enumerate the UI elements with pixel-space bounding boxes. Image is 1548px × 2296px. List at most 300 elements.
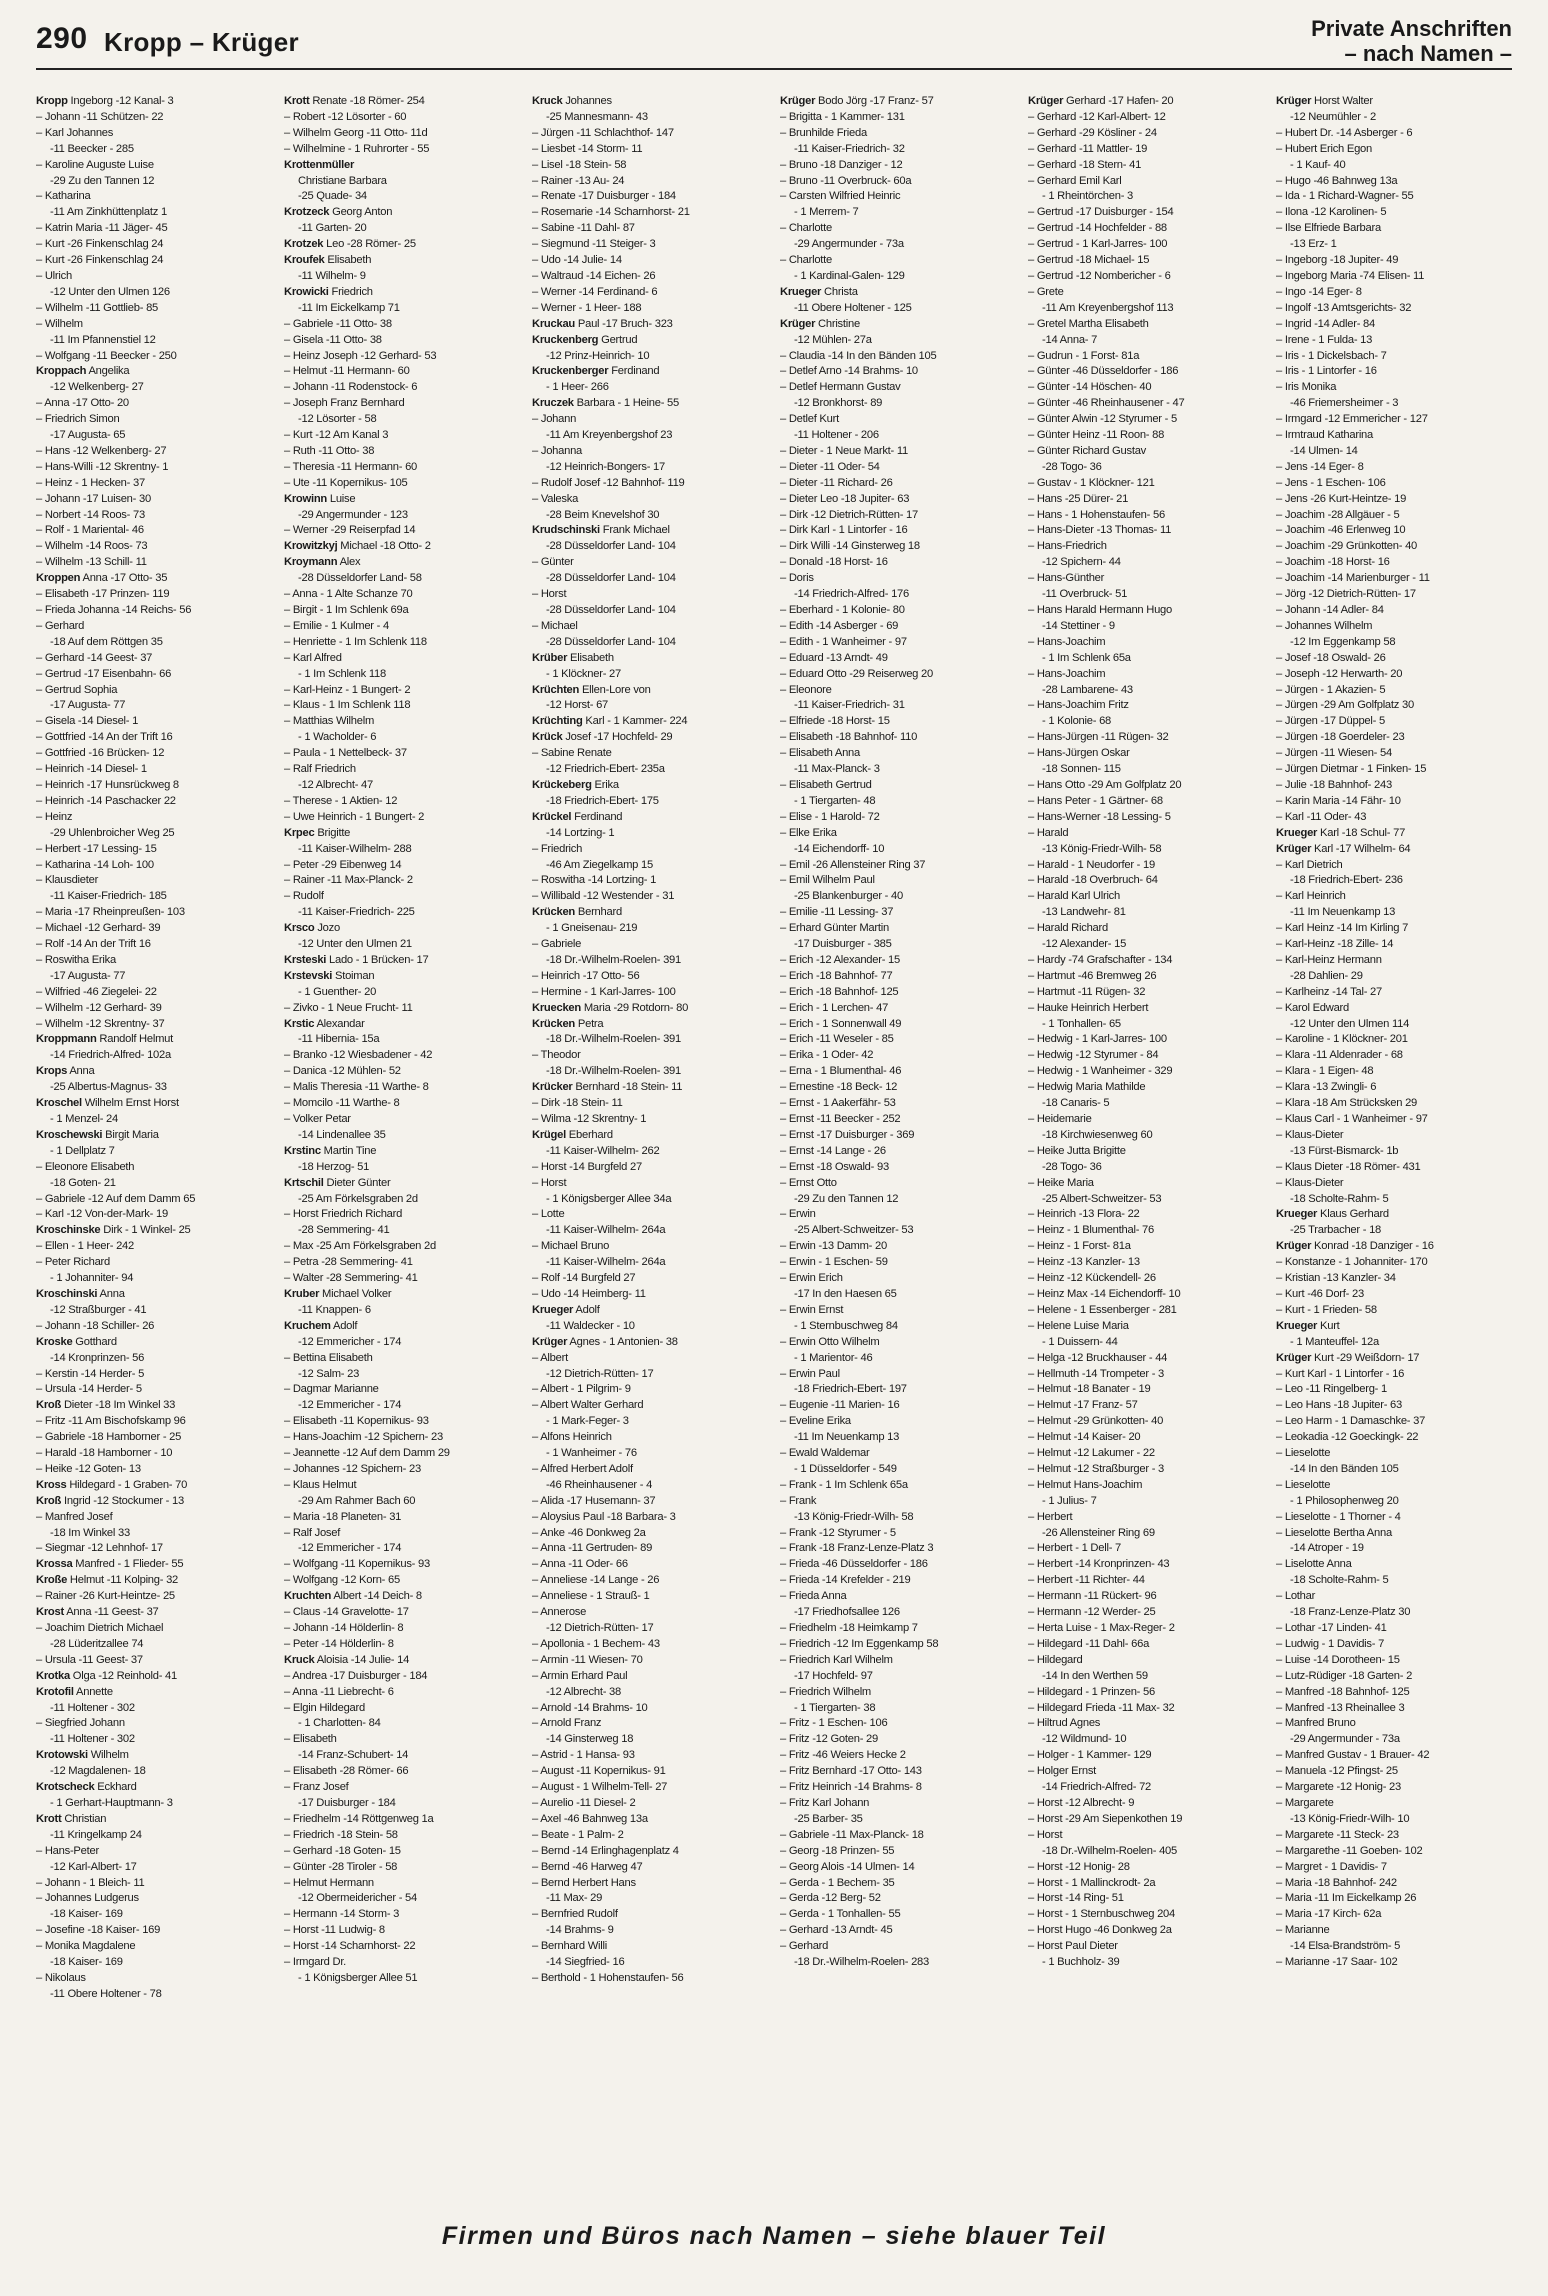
directory-entry [1276, 1271, 1512, 1287]
directory-entry [36, 1032, 272, 1048]
directory-entry [36, 1605, 272, 1621]
directory-entry [36, 969, 272, 985]
directory-entry [532, 698, 768, 714]
entry-details: Olga -12 Reinhold- 41 [69, 1669, 178, 1682]
directory-entry [36, 349, 272, 365]
surname: Krotowski [36, 1749, 88, 1762]
entry-details: -11 Garten- 20 [298, 222, 367, 235]
entry-details: Georg Alois -14 Ulmen- 14 [788, 1860, 915, 1873]
entry-details: Karl Alfred [292, 651, 342, 664]
entry-details: Rainer -11 Max-Planck- 2 [292, 874, 413, 887]
directory-entry [1276, 1685, 1512, 1701]
entry-details: Wilhelm -12 Gerhard- 39 [44, 1001, 162, 1014]
directory-entry [532, 349, 768, 365]
directory-entry [1028, 873, 1264, 889]
directory-entry [284, 937, 520, 953]
directory-entry [284, 1080, 520, 1096]
entry-details: Gabriele [540, 938, 582, 951]
directory-entry [284, 380, 520, 396]
directory-entry [284, 1478, 520, 1494]
entry-details: -12 Magdalenen- 18 [50, 1765, 146, 1778]
entry-details: Friedhelm -14 Röttgenweg 1a [292, 1812, 434, 1825]
entry-details: -11 Kaiser-Wilhelm- 264a [546, 1224, 666, 1237]
entry-details: -18 Scholte-Rahm- 5 [1290, 1192, 1389, 1205]
directory-entry [284, 1891, 520, 1907]
directory-entry [36, 1446, 272, 1462]
directory-entry [1276, 1351, 1512, 1367]
entry-details: Michael -18 Otto- 2 [337, 540, 431, 553]
directory-entry [532, 1064, 768, 1080]
directory-entry [780, 1701, 1016, 1717]
entry-details: -11 Kaiser-Friedrich- 32 [794, 142, 905, 155]
directory-entry [284, 1907, 520, 1923]
directory-entry [1028, 189, 1264, 205]
entry-details: Petra [575, 1017, 604, 1030]
entry-details: -11 Obere Holtener - 78 [50, 1987, 162, 2000]
directory-entry [780, 778, 1016, 794]
directory-entry [36, 396, 272, 412]
directory-entry [36, 921, 272, 937]
directory-entry [36, 683, 272, 699]
directory-entry [284, 1605, 520, 1621]
directory-entry [1028, 508, 1264, 524]
directory-entry [36, 1319, 272, 1335]
directory-entry [1028, 221, 1264, 237]
entry-details: Günter -14 Höschen- 40 [1036, 381, 1152, 394]
directory-entry [284, 1382, 520, 1398]
entry-details: -46 Friemersheimer - 3 [1290, 397, 1399, 410]
directory-entry [1028, 842, 1264, 858]
directory-entry [780, 873, 1016, 889]
entry-details: Harald -18 Hamborner - 10 [44, 1447, 173, 1460]
directory-entry [532, 603, 768, 619]
directory-entry [780, 1526, 1016, 1542]
directory-entry [1276, 1048, 1512, 1064]
directory-entry [532, 1891, 768, 1907]
directory-entry [532, 237, 768, 253]
entry-details: Gerhard -12 Karl-Albert- 12 [1036, 110, 1166, 123]
entry-details: Gerhard -14 Geest- 37 [44, 651, 153, 664]
entry-details: Ellen-Lore von [579, 683, 651, 696]
entry-details: Gerhard [788, 1940, 829, 1953]
directory-entry [532, 1876, 768, 1892]
entry-details: -11 Kaiser-Wilhelm- 288 [298, 842, 412, 855]
directory-entry [1028, 1319, 1264, 1335]
directory-entry [780, 810, 1016, 826]
surname: Kruecken [532, 1001, 581, 1014]
surname: Kroschinske [36, 1224, 101, 1237]
directory-entry [532, 1780, 768, 1796]
directory-entry [1028, 301, 1264, 317]
entry-details: Harald -18 Overbruch- 64 [1036, 874, 1158, 887]
directory-entry [780, 1876, 1016, 1892]
directory-entry [780, 1144, 1016, 1160]
entry-details: Georg -18 Prinzen- 55 [788, 1844, 895, 1857]
entry-details: -11 Kaiser-Friedrich- 225 [298, 906, 415, 919]
entry-details: Anna [67, 1065, 95, 1078]
directory-entry [1276, 571, 1512, 587]
surname: Krott [284, 95, 310, 107]
surname: Krost [36, 1606, 64, 1619]
entry-details: Ingrid -14 Adler- 84 [1284, 317, 1375, 330]
entry-details: Theodor [540, 1049, 581, 1062]
entry-details: Heinz Joseph -12 Gerhard- 53 [292, 349, 437, 362]
directory-entry [780, 571, 1016, 587]
entry-details: Aloysius Paul -18 Barbara- 3 [540, 1510, 676, 1523]
entry-details: Michael Volker [319, 1287, 392, 1300]
directory-entry [1276, 1080, 1512, 1096]
entry-details: Birgit - 1 Im Schlenk 69a [292, 604, 409, 616]
directory-entry [780, 1096, 1016, 1112]
surname: Krüger [1276, 842, 1312, 855]
entry-details: Erika - 1 Oder- 42 [788, 1049, 874, 1062]
entry-details: -11 Am Kreyenbergshof 113 [1042, 301, 1174, 314]
directory-entry [36, 1621, 272, 1637]
entry-details: Erwin Erich [788, 1272, 843, 1285]
entry-details: -18 Im Winkel 33 [50, 1526, 130, 1539]
entry-details: Annerose [540, 1606, 587, 1619]
entry-details: -13 Landwehr- 81 [1042, 906, 1126, 919]
entry-details: Monika Magdalene [44, 1940, 136, 1953]
directory-entry [1028, 174, 1264, 190]
entry-details: -14 In den Werthen 59 [1042, 1669, 1148, 1682]
directory-entry [1276, 1064, 1512, 1080]
entry-details: -11 Am Kreyenbergshof 23 [546, 429, 673, 442]
directory-entry [532, 1796, 768, 1812]
entry-details: Bruno -18 Danziger - 12 [788, 158, 903, 171]
directory-entry [780, 189, 1016, 205]
directory-entry [1028, 1685, 1264, 1701]
directory-entry [36, 1096, 272, 1112]
surname: Krotka [36, 1669, 70, 1682]
entry-details: Klara - 1 Eigen- 48 [1284, 1065, 1374, 1078]
directory-entry [1028, 1653, 1264, 1669]
entry-details: Joachim Dietrich Michael [44, 1622, 164, 1634]
directory-entry [36, 1526, 272, 1542]
entry-details: Heinrich -17 Hunsrückweg 8 [44, 778, 179, 791]
entry-details: Dirk Willi -14 Ginsterweg 18 [788, 540, 920, 553]
entry-details: Anneliese -14 Lange - 26 [540, 1574, 660, 1587]
entry-details: -13 Erz- 1 [1290, 238, 1337, 251]
directory-entry [1028, 555, 1264, 571]
entry-details: Jeannette -12 Auf dem Damm 29 [292, 1447, 450, 1460]
directory-entry [284, 539, 520, 555]
surname: Krpec [284, 826, 315, 839]
directory-entry [36, 1987, 272, 2003]
entry-details: - 1 Königsberger Allee 34a [546, 1192, 672, 1205]
entry-details: Hans -12 Welkenberg- 27 [44, 444, 167, 457]
directory-entry [532, 205, 768, 221]
directory-entry [780, 158, 1016, 174]
directory-entry [284, 1621, 520, 1637]
entry-details: Liselotte Anna [1284, 1558, 1352, 1571]
entry-details: Jens -14 Eger- 8 [1284, 460, 1364, 473]
entry-details: - 1 Tiergarten- 48 [794, 794, 876, 807]
entry-details: Heike Jutta Brigitte [1036, 1144, 1126, 1157]
entry-details: Friedrich Simon [44, 413, 120, 426]
directory-entry [1276, 1494, 1512, 1510]
directory-entry [284, 1064, 520, 1080]
entry-details: -12 Heinrich-Bongers- 17 [546, 460, 665, 473]
entry-details: -25 Quade- 34 [298, 190, 367, 203]
directory-entry [532, 1255, 768, 1271]
entry-details: Hans-Jürgen -11 Rügen- 32 [1036, 731, 1169, 744]
entry-details: Gertrud -12 Nombericher - 6 [1036, 269, 1171, 282]
section-title-line-2: – nach Namen – [1344, 41, 1512, 66]
entry-details: Erich - 1 Sonnenwall 49 [788, 1017, 902, 1030]
entry-details: Luise -14 Dorotheen- 15 [1284, 1653, 1400, 1666]
directory-entry [36, 1748, 272, 1764]
directory-entry [532, 778, 768, 794]
entry-details: Elfriede -18 Horst- 15 [788, 715, 890, 728]
directory-entry [284, 1669, 520, 1685]
directory-entry [1276, 221, 1512, 237]
directory-entry [284, 1701, 520, 1717]
entry-details: Horst -29 Am Siepenkothen 19 [1036, 1812, 1183, 1825]
entry-details: Michael [540, 619, 578, 632]
directory-entry [1276, 269, 1512, 285]
entry-details: Helmut -11 Hermann- 60 [292, 365, 410, 378]
entry-details: Dirk -12 Dietrich-Rütten- 17 [788, 508, 919, 521]
entry-details: - 1 Wacholder- 6 [298, 731, 377, 744]
surname: Krueger [780, 285, 822, 298]
directory-entry [780, 1048, 1016, 1064]
entry-details: -13 König-Friedr-Wilh- 10 [1290, 1812, 1410, 1825]
directory-entry [532, 285, 768, 301]
entry-details: Wolfgang -11 Kopernikus- 93 [292, 1558, 430, 1571]
entry-details: -11 Im Eickelkamp 71 [298, 301, 400, 314]
entry-details: Kurt - 1 Frieden- 58 [1284, 1303, 1377, 1316]
directory-entry [780, 1494, 1016, 1510]
directory-entry [36, 269, 272, 285]
directory-entry [532, 1478, 768, 1494]
entry-details: -29 Zu den Tannen 12 [794, 1192, 899, 1205]
directory-entry [1276, 1430, 1512, 1446]
directory-entry [284, 1637, 520, 1653]
entry-details: Gertrud [598, 333, 638, 346]
entry-details: -46 Rheinhausener - 4 [546, 1478, 653, 1491]
entry-details: Eberhard - 1 Kolonie- 80 [788, 604, 905, 616]
entry-details: Georg Anton [329, 206, 393, 219]
entry-details: -17 In den Haesen 65 [794, 1287, 897, 1300]
entry-details: Heinz - 1 Hecken- 37 [44, 476, 145, 489]
entry-details: Dieter Leo -18 Jupiter- 63 [788, 492, 910, 505]
directory-entry [36, 1128, 272, 1144]
directory-entry [36, 1255, 272, 1271]
surname: Kruckau [532, 317, 576, 330]
entry-details: Günter -46 Rheinhausener - 47 [1036, 397, 1185, 410]
directory-entry [532, 1462, 768, 1478]
directory-entry [532, 1748, 768, 1764]
entry-details: Roswitha -14 Lortzing- 1 [540, 874, 657, 887]
directory-entry [532, 1685, 768, 1701]
entry-details: Edith -14 Asberger - 69 [788, 619, 899, 632]
entry-details: Ferdinand [571, 810, 623, 823]
entry-details: -28 Togo- 36 [1042, 460, 1102, 473]
entry-details: Herbert -11 Richter- 44 [1036, 1574, 1145, 1587]
directory-entry [532, 810, 768, 826]
entry-details: Gerda -12 Berg- 52 [788, 1892, 881, 1905]
directory-entry [36, 1923, 272, 1939]
entry-details: Ernst -14 Lange - 26 [788, 1144, 886, 1157]
directory-entry [532, 905, 768, 921]
entry-details: Wolfgang -12 Korn- 65 [292, 1574, 400, 1587]
entry-details: Bernhard Willi [540, 1940, 607, 1953]
entry-details: Frank -12 Styrumer - 5 [788, 1526, 896, 1539]
entry-details: -28 Düsseldorfer Land- 58 [298, 572, 422, 585]
entry-details: Norbert -14 Roos- 73 [44, 508, 145, 521]
entry-details: -12 Unter den Ulmen 21 [298, 938, 412, 951]
directory-entry [284, 746, 520, 762]
directory-entry [532, 317, 768, 333]
entry-details: Johanna [540, 444, 583, 457]
directory-entry [1028, 142, 1264, 158]
directory-entry [780, 1446, 1016, 1462]
directory-entry [780, 94, 1016, 110]
directory-entry [780, 460, 1016, 476]
directory-entry [780, 683, 1016, 699]
entry-details: Erich - 1 Lerchen- 47 [788, 1001, 889, 1014]
entry-details: Karlheinz -14 Tal- 27 [1284, 985, 1382, 998]
directory-entry [36, 444, 272, 460]
entry-details: Klaus - 1 Im Schlenk 118 [292, 699, 411, 712]
entry-details: Albert [540, 1351, 568, 1364]
directory-entry [1028, 1351, 1264, 1367]
surname: Krotofil [36, 1685, 74, 1698]
directory-entry [1028, 253, 1264, 269]
directory-entry [532, 412, 768, 428]
entry-details: Harald - 1 Neudorfer - 19 [1036, 858, 1155, 871]
entry-details: Hubert Dr. -14 Asberger - 6 [1284, 126, 1413, 139]
entry-details: -14 In den Bänden 105 [1290, 1462, 1399, 1475]
entry-details: Heinrich -17 Otto- 56 [540, 969, 640, 982]
entry-details: Werner -29 Reiserpfad 14 [292, 524, 416, 537]
entry-details: Alexandar [314, 1017, 365, 1030]
entry-details: Herta Luise - 1 Max-Reger- 2 [1036, 1622, 1175, 1634]
entry-details: Hartmut -11 Rügen- 32 [1036, 985, 1146, 998]
directory-entry [36, 94, 272, 110]
directory-entry [284, 126, 520, 142]
entry-details: Horst [540, 1176, 567, 1189]
directory-entry [780, 1112, 1016, 1128]
directory-entry [1276, 1955, 1512, 1971]
entry-details: Friedrich [540, 842, 583, 855]
entry-details: Beate - 1 Palm- 2 [540, 1828, 624, 1841]
directory-entry [1276, 969, 1512, 985]
entry-details: Anna -11 Oder- 66 [540, 1558, 628, 1571]
entry-details: Heidemarie [1036, 1113, 1092, 1125]
entry-details: Hans-Jürgen Oskar [1036, 747, 1130, 760]
entry-details: Wilhelm Georg -11 Otto- 11d [292, 126, 428, 139]
directory-entry [284, 396, 520, 412]
directory-entry [1276, 1860, 1512, 1876]
entry-details: Klara -13 Zwingli- 6 [1284, 1081, 1377, 1094]
entry-details: Erhard Günter Martin [788, 922, 889, 935]
directory-entry [780, 1685, 1016, 1701]
directory-entry [284, 492, 520, 508]
directory-entry [532, 1907, 768, 1923]
directory-entry [1276, 905, 1512, 921]
entry-details: Fritz Bernhard -17 Otto- 143 [788, 1765, 922, 1778]
directory-entry [284, 1510, 520, 1526]
entry-details: -12 Dietrich-Rütten- 17 [546, 1622, 654, 1634]
directory-entry [1028, 1144, 1264, 1160]
entry-details: Ursula -11 Geest- 37 [44, 1653, 143, 1666]
directory-entry [284, 523, 520, 539]
entry-details: Erika [591, 778, 619, 791]
directory-entry [780, 1351, 1016, 1367]
entry-details: Karoline - 1 Klöckner- 201 [1284, 1033, 1408, 1046]
entry-details: Axel -46 Bahnweg 13a [540, 1812, 648, 1825]
entry-details: Ilse Elfriede Barbara [1284, 222, 1381, 235]
page-header [36, 14, 1512, 70]
footer-note: Firmen und Büros nach Namen – siehe blauer Teil [441, 2222, 1107, 2250]
entry-details: Emil -26 Allensteiner Ring 37 [788, 858, 926, 871]
entry-details: Heinrich -14 Paschacker 22 [44, 794, 176, 807]
directory-entry [532, 189, 768, 205]
entry-details: Christine [815, 317, 860, 330]
entry-details: Katrin Maria -11 Jäger- 45 [44, 222, 168, 235]
directory-entry [36, 253, 272, 269]
entry-details: -18 Kirchwiesenweg 60 [1042, 1128, 1153, 1141]
surname: Krtschil [284, 1176, 324, 1189]
entry-details: Hedwig - 1 Karl-Jarres- 100 [1036, 1033, 1167, 1046]
directory-entry [1028, 1303, 1264, 1319]
directory-entry [532, 1605, 768, 1621]
entry-details: Anneliese - 1 Strauß- 1 [540, 1590, 650, 1603]
entry-details: Joachim -29 Grünkotten- 40 [1284, 540, 1418, 553]
entry-details: Maria -11 Im Eickelkamp 26 [1284, 1892, 1417, 1905]
entry-details: Bernd Herbert Hans [540, 1876, 636, 1889]
directory-entry [780, 412, 1016, 428]
entry-details: - 1 Düsseldorfer - 549 [794, 1462, 897, 1475]
directory-entry [284, 842, 520, 858]
directory-entry [532, 1955, 768, 1971]
directory-entry [780, 1669, 1016, 1685]
entry-details: -11 Overbruck- 51 [1042, 588, 1128, 601]
entry-details: Johann -18 Schiller- 26 [44, 1319, 155, 1332]
directory-entry [36, 1335, 272, 1351]
directory-entry [532, 985, 768, 1001]
directory-entry [36, 1144, 272, 1160]
directory-entry [1028, 1048, 1264, 1064]
directory-entry [284, 1923, 520, 1939]
directory-entry [1276, 301, 1512, 317]
entry-details: -17 Friedhofsallee 126 [794, 1606, 900, 1619]
directory-entry [36, 1048, 272, 1064]
directory-entry [284, 269, 520, 285]
entry-details: Michael Bruno [540, 1240, 610, 1253]
directory-entry [284, 1096, 520, 1112]
directory-entry [1276, 110, 1512, 126]
directory-entry [780, 1923, 1016, 1939]
directory-entry [532, 730, 768, 746]
directory-entry [1028, 333, 1264, 349]
entry-details: Detlef Kurt [788, 413, 839, 426]
directory-entry [532, 476, 768, 492]
directory-entry [36, 476, 272, 492]
entry-details: Fritz Heinrich -14 Brahms- 8 [788, 1781, 922, 1794]
entry-details: -12 Mühlen- 27a [794, 333, 872, 346]
entry-details: Johann - 1 Bleich- 11 [44, 1876, 145, 1889]
entry-details: Angelika [86, 365, 130, 378]
directory-entry [36, 301, 272, 317]
directory-entry [1028, 1239, 1264, 1255]
entry-details: Martin Tine [320, 1144, 377, 1157]
surname: Kroschewski [36, 1128, 103, 1141]
entry-details: Detlef Hermann Gustav [788, 381, 901, 394]
entry-details: Manuela -12 Pfingst- 25 [1284, 1765, 1398, 1778]
